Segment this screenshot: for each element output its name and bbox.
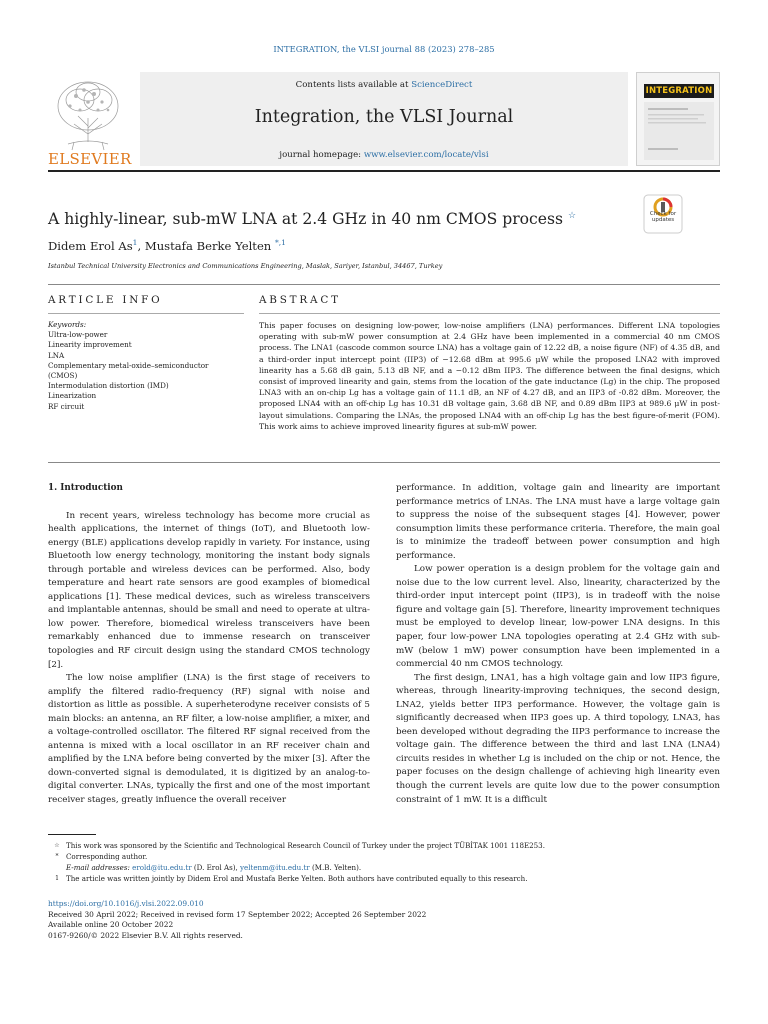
keyword: Linearity improvement: [48, 340, 132, 350]
keyword: LNA: [48, 350, 65, 360]
body-paragraph: performance. In addition, voltage gain and linearity are important performance metrics of LNAs. The LNA must have a large voltage gain to suppress the noise of the subsequent stages [4]. However, power consumption limits these performance criteria. Therefore, the main goal is to minimize the tradeoff between power consumption and high performance.: [396, 483, 720, 561]
keywords-label: Keywords:: [48, 320, 87, 329]
cover-artwork: [644, 102, 714, 160]
footnote-rule: [48, 834, 96, 835]
keyword: (CMOS): [48, 371, 78, 381]
section-heading: 1. Introduction: [48, 483, 123, 493]
author-mark[interactable]: 1: [132, 238, 138, 247]
body-column-left: [48, 482, 370, 808]
elsevier-wordmark: ELSEVIER: [48, 150, 132, 168]
author-list: Didem Erol As$^1$, Mustafa Berke Yelten $^{*,1}$: [48, 238, 286, 253]
body-paragraph: The low noise amplifier (LNA) is the first stage of receivers to amplify the filtered radio-frequency (RF) signal with noise and distortion as little as possible. A superheterodyne receiver consists of 5 main blocks: an antenna, an RF filter, a low-noise amplifier, a mixer, and a voltage-controlled oscillator. The filtered RF signal received from the antenna is mixed with a local oscillator in an RF receiver chain and amplified by the LNA before being converted by the mixer [3]. After the down-converted signal is demodulated, it is digitized by an analog-to-digital converter. LNAs, typically the first and one of the most important receiver stages, greatly influence the overall receiver: [48, 673, 370, 806]
footnote-funding: ☆ This work was sponsored by the Scientific and Technological Research Council of Turkey under the project TÜBİTAK 1001 118E253.: [54, 841, 545, 850]
article-info-heading: ARTICLE INFO: [48, 294, 163, 306]
journal-homepage-link[interactable]: www.elsevier.com/locate/vlsi: [363, 150, 489, 160]
abstract-rule-bottom: [48, 462, 720, 463]
info-rule-right: [259, 313, 720, 314]
author-name[interactable]: Mustafa Berke Yelten: [144, 238, 272, 253]
email-link[interactable]: erold@itu.edu.tr: [132, 863, 192, 872]
keyword: RF circuit: [48, 401, 85, 411]
keyword: Linearization: [48, 391, 97, 401]
keyword: Ultra-low-power: [48, 330, 108, 340]
cover-title: INTEGRATION: [645, 86, 713, 96]
keywords-block: [48, 320, 248, 412]
check-for-updates-label: Check for updates: [649, 211, 677, 223]
body-paragraph: Low power operation is a design problem for the voltage gain and noise due to the low current level. Also, linearity, characterized by the third-order input intercept point (IIP3), is in tradeoff with the noise figure and voltage gain [5]. Therefore, linearity improvement techniques must be employed to develop linear, low-power LNA designs. In this paper, four low-power LNA topologies operating at 2.4 GHz with sub-mW (below 1 mW) power consumption have been implemented in a commercial 40 nm CMOS technology.: [396, 564, 720, 670]
abstract-text: This paper focuses on designing low-power, low-noise amplifiers (LNA) performances. Different LNA topologies operating with sub-mW power consumption at 2.4 GHz have been implemented in a commercial 40 nm CMOS process. The LNA1 (cascode common source LNA) has a voltage gain of 12.22 dB, a noise figure (NF) of 4.35 dB, and a third-order input intercept point (IIP3) of −12.68 dBm at 995.6 μW while the proposed LNA2 with improved linearity has a 5.68 dB gain, 5.13 dB NF, and a −0.12 dBm IIP3. The difference between the final designs, which consist of improved linearity and gain, stems from the location of the gate inductance (Lg) in the chip. The proposed LNA3 with an on-chip Lg has a voltage gain of 11.1 dB, an NF of 4.27 dB, and an IIP3 of -0.82 dBm. Moreover, the proposed LNA4 with an off-chip Lg has 10.31 dB voltage gain, 3.68 dB NF, and 0.89 dBm IIP3 at 989.6 μW in post-layout simulations. Comparing the LNAs, the proposed LNA4 with an off-chip Lg has the best figure-of-merit (FOM). This work aims to achieve improved linearity figures at sub-mW power.: [259, 321, 720, 431]
body-paragraph: The first design, LNA1, has a high voltage gain and low IIP3 figure, whereas, through linearity-improving techniques, the second design, LNA2, yields better IIP3 performance. However, the voltage gain is significantly decreased when IIP3 goes up. A third topology, LNA3, has been developed without degrading the IIP3 performance to increase the voltage gain. The difference between the third and last LNA (LNA4) circuits resides in whether Lg is included on the chip or not. Hence, the paper focuses on the design challenge of achieving high linearity even though the current levels are quite low due to the power consumption constraint of 1 mW. It is a difficult: [396, 672, 720, 805]
email-link[interactable]: yeltenm@itu.edu.tr: [240, 863, 310, 872]
masthead-rule: [48, 170, 720, 172]
journal-title: Integration, the VLSI Journal: [254, 107, 514, 127]
footnotes: [48, 840, 720, 884]
footnote-contribution: 1 The article was written jointly by Didem Erol and Mustafa Berke Yelten. Both authors have contributed equally to this research.: [55, 874, 528, 883]
footnote-corresponding: * Corresponding author.: [55, 852, 148, 861]
journal-homepage-line: journal homepage: www.elsevier.com/locate/vlsi: [279, 150, 489, 160]
body-column-right: [396, 482, 720, 807]
affiliation: Istanbul Technical University Electronics and Communications Engineering, Maslak, Sariyer, Istanbul, 34467, Turkey: [48, 262, 443, 270]
contents-line: Contents lists available at ScienceDirect: [295, 80, 473, 90]
sciencedirect-link[interactable]: ScienceDirect: [411, 80, 473, 90]
footnote-emails: E-mail addresses: erold@itu.edu.tr (D. Erol As), yeltenm@itu.edu.tr (M.B. Yelten).: [66, 863, 362, 872]
author-mark[interactable]: *,1: [274, 238, 286, 247]
title-footnote-mark[interactable]: ☆: [567, 210, 577, 221]
copyright: 0167-9260/© 2022 Elsevier B.V. All rights reserved.: [48, 930, 243, 940]
available-online: Available online 20 October 2022: [48, 920, 174, 930]
body-paragraph: In recent years, wireless technology has become more crucial as health applications, the internet of things (IoT), and Bluetooth low-energy (BLE) applications develop rapidly in variety. For instance, using Bluetooth low energy technology, monitoring the instant body signals through portable and wireless devices can be performed. Also, body temperature and heart rate sensors are good examples of biomedical applications [1]. These medical devices, such as wireless transceivers and implantable antennas, should be small and need to operate at ultra-low power. Therefore, biomedical wireless transceivers have been remarkably enhanced due to immense research on transceiver topologies and RF circuit design using the standard CMOS technology [2].: [48, 510, 370, 670]
info-rule-top: [48, 284, 720, 285]
author-name[interactable]: Didem Erol As: [48, 238, 133, 253]
doi-link[interactable]: https://doi.org/10.1016/j.vlsi.2022.09.010: [48, 899, 204, 908]
publication-info: [48, 899, 720, 941]
article-title: A highly-linear, sub-mW LNA at 2.4 GHz in 40 nm CMOS process ☆: [48, 210, 577, 228]
running-header[interactable]: INTEGRATION, the VLSI journal 88 (2023) 278–285: [273, 44, 495, 54]
keyword: Complementary metal-oxide–semiconductor: [48, 360, 209, 370]
keyword: Intermodulation distortion (IMD): [48, 381, 169, 391]
info-rule-left: [48, 313, 244, 314]
received-dates: Received 30 April 2022; Received in revised form 17 September 2022; Accepted 26 September 2022: [48, 909, 427, 919]
abstract-heading: ABSTRACT: [259, 294, 341, 306]
